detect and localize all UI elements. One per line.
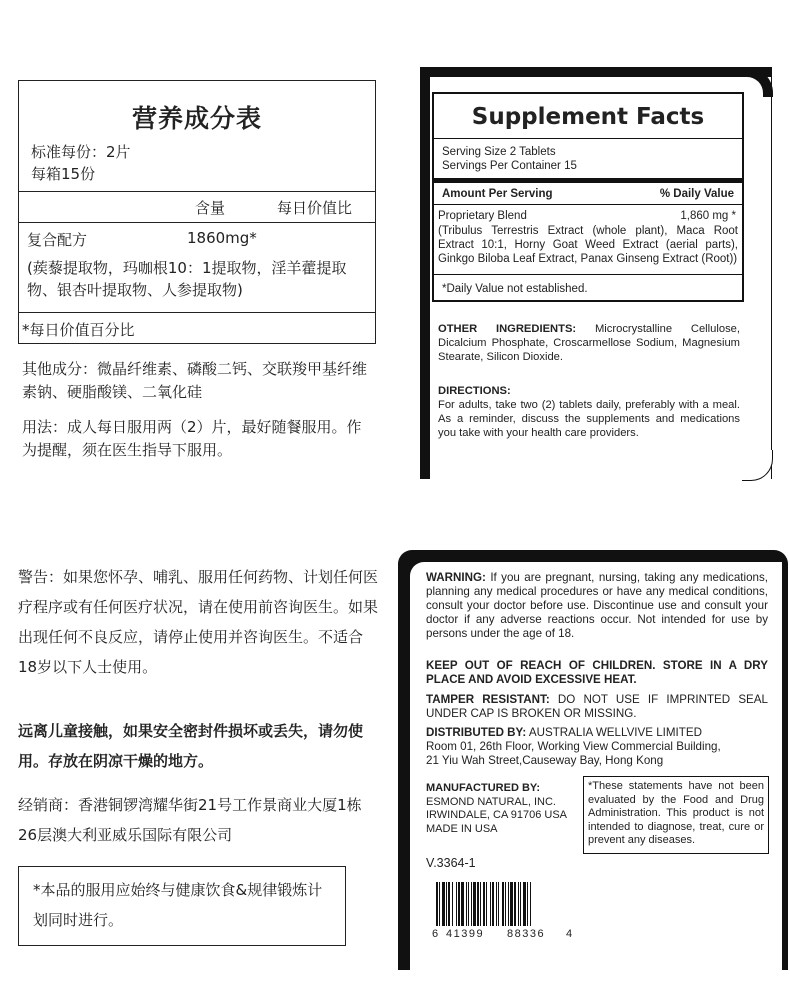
en-manufactured (426, 782, 586, 836)
en-manufacturer-2: IRWINDALE, CA 91706 USA (426, 809, 568, 821)
en-warning-text: If you are pregnant, nursing, taking any medications, planning any medical procedures or have any medical conditions, consult your doctor before use. Discontinue use and consult your doctor if any adverse reactions occur. Not intended for use by persons under the age of 18. (426, 571, 768, 640)
fda-disclaimer-box (583, 776, 769, 854)
barcode-bar (523, 882, 526, 926)
cn-note-text: *本品的服用应始终与健康饮食&规律锻炼计划同时进行。 (33, 881, 323, 929)
divider (19, 191, 375, 192)
divider (434, 138, 742, 139)
barcode-bar (505, 882, 506, 926)
cn-table-title: 营养成分表 (131, 104, 262, 133)
cn-serving-size: 标准每份：2片 (31, 143, 131, 161)
cn-nutrition-table (18, 80, 376, 344)
barcode-bar (492, 882, 494, 926)
divider (434, 204, 742, 205)
cn-blend-amount: 1860mg* (187, 229, 257, 247)
cn-keep-away: 远离儿童接触，如果安全密封件损坏或丢失，请勿使用。存放在阴凉干燥的地方。 (18, 722, 364, 770)
cn-col-amount: 含量 (195, 199, 226, 217)
divider (19, 312, 375, 313)
barcode-bar (452, 882, 453, 926)
cn-note-box (18, 866, 346, 946)
barcode-bar (456, 882, 457, 926)
en-directions-label: DIRECTIONS: (438, 385, 511, 397)
barcode-bar (477, 882, 479, 926)
barcode-bar (439, 882, 440, 926)
en-manufacturer-1: ESMOND NATURAL, INC. (426, 795, 556, 808)
cn-blend-description: (蒺藜提取物，玛咖根10：1提取物，淫羊藿提取物、银杏叶提取物、人参提取物) (27, 259, 347, 299)
barcode-bar (530, 882, 531, 926)
en-keep-out: KEEP OUT OF REACH OF CHILDREN. STORE IN A DRY PLACE AND AVOID EXCESSIVE HEAT. (426, 659, 768, 686)
divider (434, 274, 742, 275)
cn-directions: 用法：成人每日服用两（2）片，最好随餐服用。作为提醒，须在医生指导下服用。 (22, 418, 362, 459)
en-other-ingredients (438, 322, 740, 364)
cn-blend-name: 复合配方 (27, 231, 88, 249)
sf-servings-per-container: Servings Per Container 15 (442, 160, 577, 172)
en-distributed (426, 726, 768, 768)
barcode-bar (518, 882, 519, 926)
cn-other-ingredients: 其他成分：微晶纤维素、磷酸二钙、交联羧甲基纤维素钠、硬脂酸镁、二氧化硅 (22, 360, 368, 401)
barcode-digits-left: 41399 (446, 928, 485, 940)
barcode-bar (527, 882, 528, 926)
barcode-bar (471, 882, 472, 926)
barcode-digit-last: 4 (566, 928, 573, 940)
en-manufacturer-3: MADE IN USA (426, 822, 498, 835)
barcode-digit-first: 6 (432, 928, 439, 940)
barcode-bar (486, 882, 487, 926)
panel-corner (742, 450, 773, 481)
barcode-bar (490, 882, 491, 926)
barcode-bar (466, 882, 467, 926)
en-tamper-label: TAMPER RESISTANT: (426, 693, 550, 706)
en-directions-text: For adults, take two (2) tablets daily, preferably with a meal. As a reminder, discuss the supplements and medications you take with your health care providers. (438, 399, 740, 439)
barcode-bar (480, 882, 481, 926)
version-code: V.3364-1 (426, 856, 476, 870)
en-distributed-name: AUSTRALIA WELLVIVE LIMITED (528, 726, 702, 739)
cn-distributor: 经销商：香港铜锣湾耀华街21号工作景商业大厦1栋26层澳大利亚威乐国际有限公司 (18, 796, 362, 844)
sf-daily-value-header: % Daily Value (659, 188, 734, 200)
barcode-bar (508, 882, 509, 926)
fda-disclaimer: *These statements have not been evaluated by the Food and Drug Administration. This product is not intended to diagnose, treat, cure or prevent any diseases. (588, 780, 764, 846)
barcode-bar (483, 882, 485, 926)
barcode-bar (461, 882, 464, 926)
barcode-bar (510, 882, 513, 926)
sf-blend-amount: 1,860 mg * (680, 210, 736, 222)
divider (19, 222, 375, 223)
cn-servings-per-box: 每箱15份 (31, 165, 96, 183)
barcode-bar (520, 882, 521, 926)
supplement-facts-box (432, 92, 744, 302)
sf-footnote: *Daily Value not established. (442, 283, 588, 295)
barcode-bar (458, 882, 460, 926)
en-warning-label: WARNING: (426, 571, 486, 584)
en-distributed-addr2: 21 Yiu Wah Street,Causeway Bay, Hong Kong (426, 754, 664, 767)
sf-blend-name: Proprietary Blend (438, 210, 527, 222)
en-tamper-text: DO NOT USE IF IMPRINTED SEAL UNDER CAP IS BROKEN OR MISSING. (426, 693, 768, 720)
barcode-bar (496, 882, 497, 926)
supplement-facts-title: Supplement Facts (471, 104, 705, 130)
cn-col-daily-value: 每日价值比 (277, 199, 353, 217)
en-distributed-addr1: Room 01, 26th Floor, Working View Commercial Building, (426, 740, 721, 753)
en-other-ingredients-label: OTHER INGREDIENTS: (438, 323, 577, 335)
en-tamper (426, 693, 768, 721)
barcode-digits-right: 88336 (507, 928, 546, 940)
barcode-bar (442, 882, 445, 926)
cn-table-footnote: *每日价值百分比 (22, 321, 135, 339)
cn-warning: 警告：如果您怀孕、哺乳、服用任何药物、计划任何医疗程序或有任何医疗状况，请在使用前咨询医生。如果出现任何不良反应，请停止使用并咨询医生。不适合18岁以下人士使用。 (18, 568, 379, 676)
en-manufactured-label: MANUFACTURED BY: (426, 782, 541, 794)
en-other-ingredients-text: Microcrystalline Cellulose, Dicalcium Phosphate, Croscarmellose Sodium, Magnesium Stearate, Silicon Dioxide. (438, 323, 740, 363)
sf-blend-description: (Tribulus Terrestris Extract (whole plant), Maca Root Extract 10:1, Horny Goat Weed Extract (aerial parts), Ginkgo Biloba Leaf Extract, Panax Ginseng Extract (Root)) (438, 225, 738, 265)
barcode-bar (468, 882, 469, 926)
barcode-bar (448, 882, 450, 926)
sf-serving-size: Serving Size 2 Tablets (442, 146, 556, 158)
en-warning (426, 571, 768, 641)
en-directions (438, 384, 740, 440)
barcode-bar (446, 882, 447, 926)
barcode-bar (502, 882, 504, 926)
barcode-bar (498, 882, 499, 926)
barcode-bar (436, 882, 438, 926)
en-distributed-label: DISTRIBUTED BY: (426, 726, 527, 739)
sf-amount-per-serving: Amount Per Serving (442, 188, 553, 200)
barcode-bar (514, 882, 516, 926)
barcode-image (432, 882, 570, 930)
divider (434, 178, 742, 183)
barcode-bar (473, 882, 476, 926)
